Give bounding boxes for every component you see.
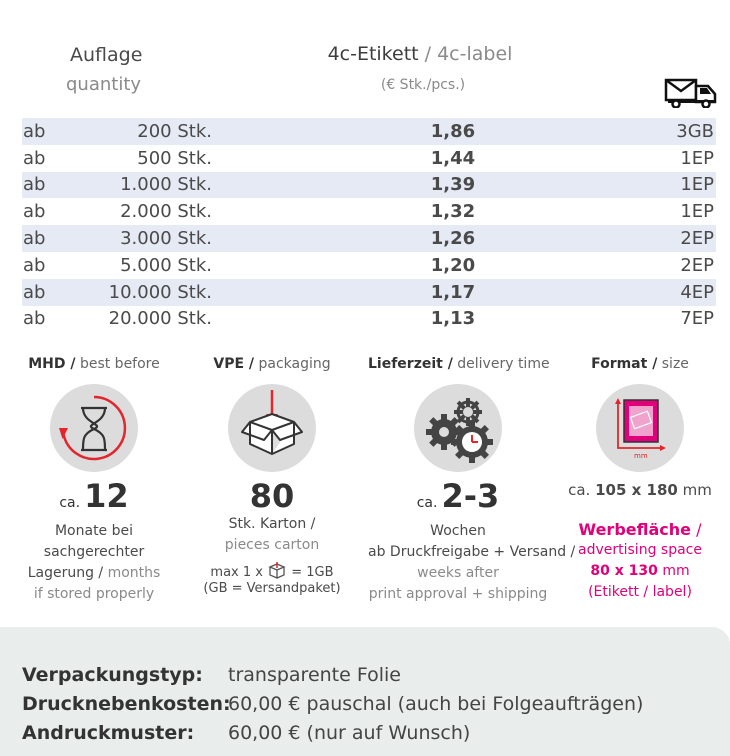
vpe-icon-circle: [228, 384, 316, 472]
row-quantity: 200 Stk.: [74, 118, 212, 145]
mhd-line-3: Lagerung / months: [27, 565, 161, 581]
vpe-title: VPE / packaging: [213, 356, 331, 372]
mhd-line-2: sachgerechter: [43, 544, 145, 560]
vpe-line-2: pieces carton: [224, 537, 320, 553]
row-shipping: 1EP: [680, 201, 714, 223]
price-row: [22, 279, 716, 306]
hourglass-icon: [50, 384, 138, 472]
detail-row-proof: Andruckmuster: 60,00 € (nur auf Wunsch): [22, 722, 471, 744]
row-price: 1,86: [212, 118, 596, 145]
vpe-line-1: Stk. Karton /: [228, 516, 316, 532]
row-ab-label: ab: [22, 118, 74, 145]
mhd-icon-circle: [50, 384, 138, 472]
row-shipping: 3GB: [596, 118, 716, 145]
row-ab-label: ab: [23, 254, 46, 276]
price-table: [22, 118, 716, 332]
vpe-note-2: (GB = Versandpaket): [203, 581, 341, 596]
format-icon-mm: mm: [634, 452, 648, 460]
row-price: 1,20: [430, 254, 476, 276]
table-header: [0, 0, 730, 118]
row-ab-label: ab: [22, 279, 74, 306]
row-shipping: 2EP: [596, 225, 716, 252]
mhd-block: [4, 356, 184, 605]
row-quantity: 5.000 Stk.: [120, 254, 212, 276]
price-row: [22, 198, 716, 225]
row-ab-label: ab: [23, 201, 46, 223]
box-icon: [228, 384, 316, 472]
format-ad-size: 80 x 130 mm: [590, 563, 690, 579]
price-row: [22, 225, 716, 252]
product-heading-sep: /: [418, 43, 438, 65]
row-shipping: 2EP: [680, 254, 714, 276]
product-heading-en: 4c-label: [437, 43, 513, 65]
details-panel: [0, 627, 730, 756]
mhd-line-1: Monate bei: [54, 523, 134, 539]
row-shipping: 4EP: [596, 279, 716, 306]
row-quantity: 2.000 Stk.: [120, 201, 212, 223]
price-row: [22, 306, 716, 333]
row-price: 1,39: [212, 172, 596, 199]
product-heading-de: 4c-Etikett: [327, 43, 419, 65]
row-quantity: 1.000 Stk.: [74, 172, 212, 199]
gears-icon: [414, 384, 502, 472]
row-quantity: 500 Stk.: [137, 147, 212, 169]
row-price: 1,32: [430, 201, 476, 223]
format-icon-circle: [596, 384, 684, 472]
format-size: ca. 105 x 180 mm: [568, 481, 712, 499]
truck-icon: [664, 76, 718, 108]
delivery-line-1: Wochen: [430, 523, 486, 539]
delivery-title: Lieferzeit / delivery time: [368, 356, 550, 372]
row-shipping: 1EP: [680, 147, 714, 169]
delivery-icon-circle: [414, 384, 502, 472]
row-ab-label: ab: [22, 225, 74, 252]
row-price: 1,17: [212, 279, 596, 306]
format-block: [550, 356, 730, 603]
price-row: [22, 172, 716, 199]
row-shipping: 7EP: [680, 308, 714, 330]
format-ad-title: Werbefläche /: [578, 520, 702, 539]
quantity-heading-en: quantity: [66, 74, 142, 95]
row-ab-label: ab: [22, 172, 74, 199]
format-ad-note: (Etikett / label): [588, 584, 692, 600]
small-box-icon: [267, 562, 287, 580]
detail-row-printing-costs: Drucknebenkosten:60,00 € pauschal (auch bei Folgeaufträgen): [22, 693, 644, 715]
row-price: 1,44: [430, 147, 476, 169]
format-title: Format / size: [591, 356, 689, 372]
format-ad-en: advertising space: [578, 542, 702, 558]
delivery-value: ca. 2-3: [416, 477, 500, 515]
row-price: 1,13: [430, 308, 476, 330]
delivery-block: [368, 356, 576, 605]
price-row: [22, 145, 716, 172]
row-quantity: 20.000 Stk.: [108, 308, 212, 330]
mhd-value: ca. 12: [59, 477, 129, 515]
delivery-line-2: ab Druckfreigabe + Versand /: [368, 544, 576, 560]
product-heading: [0, 43, 730, 65]
delivery-line-3: weeks after: [417, 565, 499, 581]
price-unit: (€ Stk./pcs.): [380, 77, 466, 93]
delivery-line-4: print approval + shipping: [368, 586, 548, 602]
mhd-line-4: if stored properly: [33, 586, 155, 602]
row-shipping: 1EP: [596, 172, 716, 199]
vpe-value: 80: [249, 477, 295, 515]
price-row: [22, 252, 716, 279]
row-quantity: 3.000 Stk.: [74, 225, 212, 252]
detail-row-packaging: Verpackungstyp: transparente Folie: [22, 664, 401, 686]
vpe-note-1: max 1 x = 1GB: [182, 562, 362, 581]
row-price: 1,26: [212, 225, 596, 252]
price-row: [22, 118, 716, 145]
mhd-title: MHD / best before: [28, 356, 160, 372]
vpe-block: [182, 356, 362, 597]
label-size-icon: [596, 384, 684, 472]
row-ab-label: ab: [23, 147, 46, 169]
row-quantity: 10.000 Stk.: [74, 279, 212, 306]
quantity-heading-de: Auflage: [70, 44, 143, 66]
row-ab-label: ab: [23, 308, 46, 330]
